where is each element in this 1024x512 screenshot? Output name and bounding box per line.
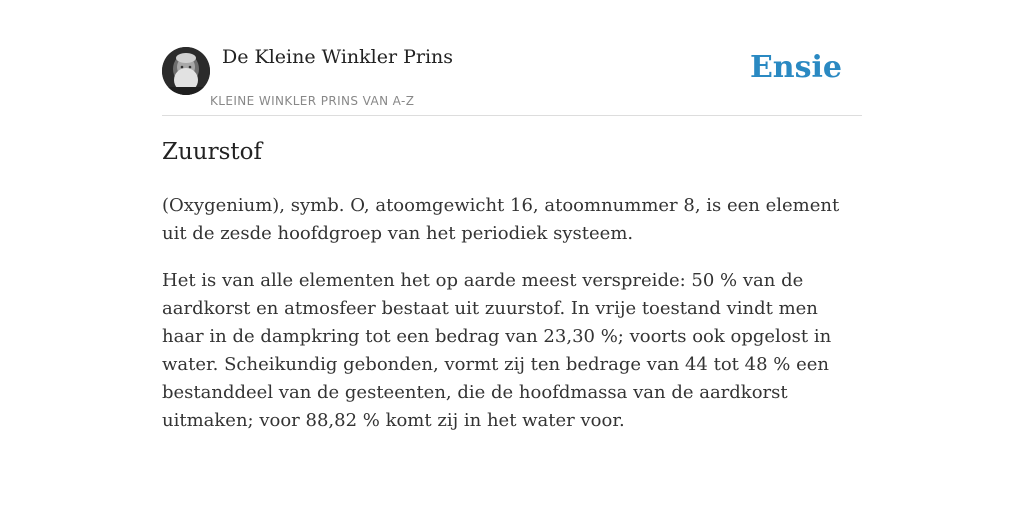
- book-subtitle[interactable]: KLEINE WINKLER PRINS VAN A-Z: [210, 94, 415, 108]
- book-title[interactable]: De Kleine Winkler Prins: [222, 46, 454, 68]
- author-avatar[interactable]: [162, 47, 210, 95]
- entry-title: Zuurstof: [162, 139, 263, 165]
- portrait-icon: [162, 47, 210, 95]
- ensie-logo-link[interactable]: Ensie: [749, 50, 842, 85]
- page-container: [162, 0, 862, 431]
- entry-body: [162, 192, 862, 454]
- header: [162, 0, 862, 116]
- entry-paragraph: (Oxygenium), symb. O, atoomgewicht 16, atoomnummer 8, is een element uit de zesde hoofdgroep van het periodiek systeem.: [162, 195, 840, 244]
- entry-paragraph: Het is van alle elementen het op aarde meest verspreide: 50 % van de aardkorst en atmosfeer bestaat uit zuurstof. In vrije toestand vindt men haar in de dampkring tot een bedrag van 23,30 %; voorts ook opgelost in water. Scheikundig gebonden, vormt zij ten bedrage van 44 tot 48 % een bestanddeel van de gesteenten, die de hoofdmassa van de aardkorst uitmaken; voor 88,82 % komt zij in het water voor.: [162, 270, 832, 431]
